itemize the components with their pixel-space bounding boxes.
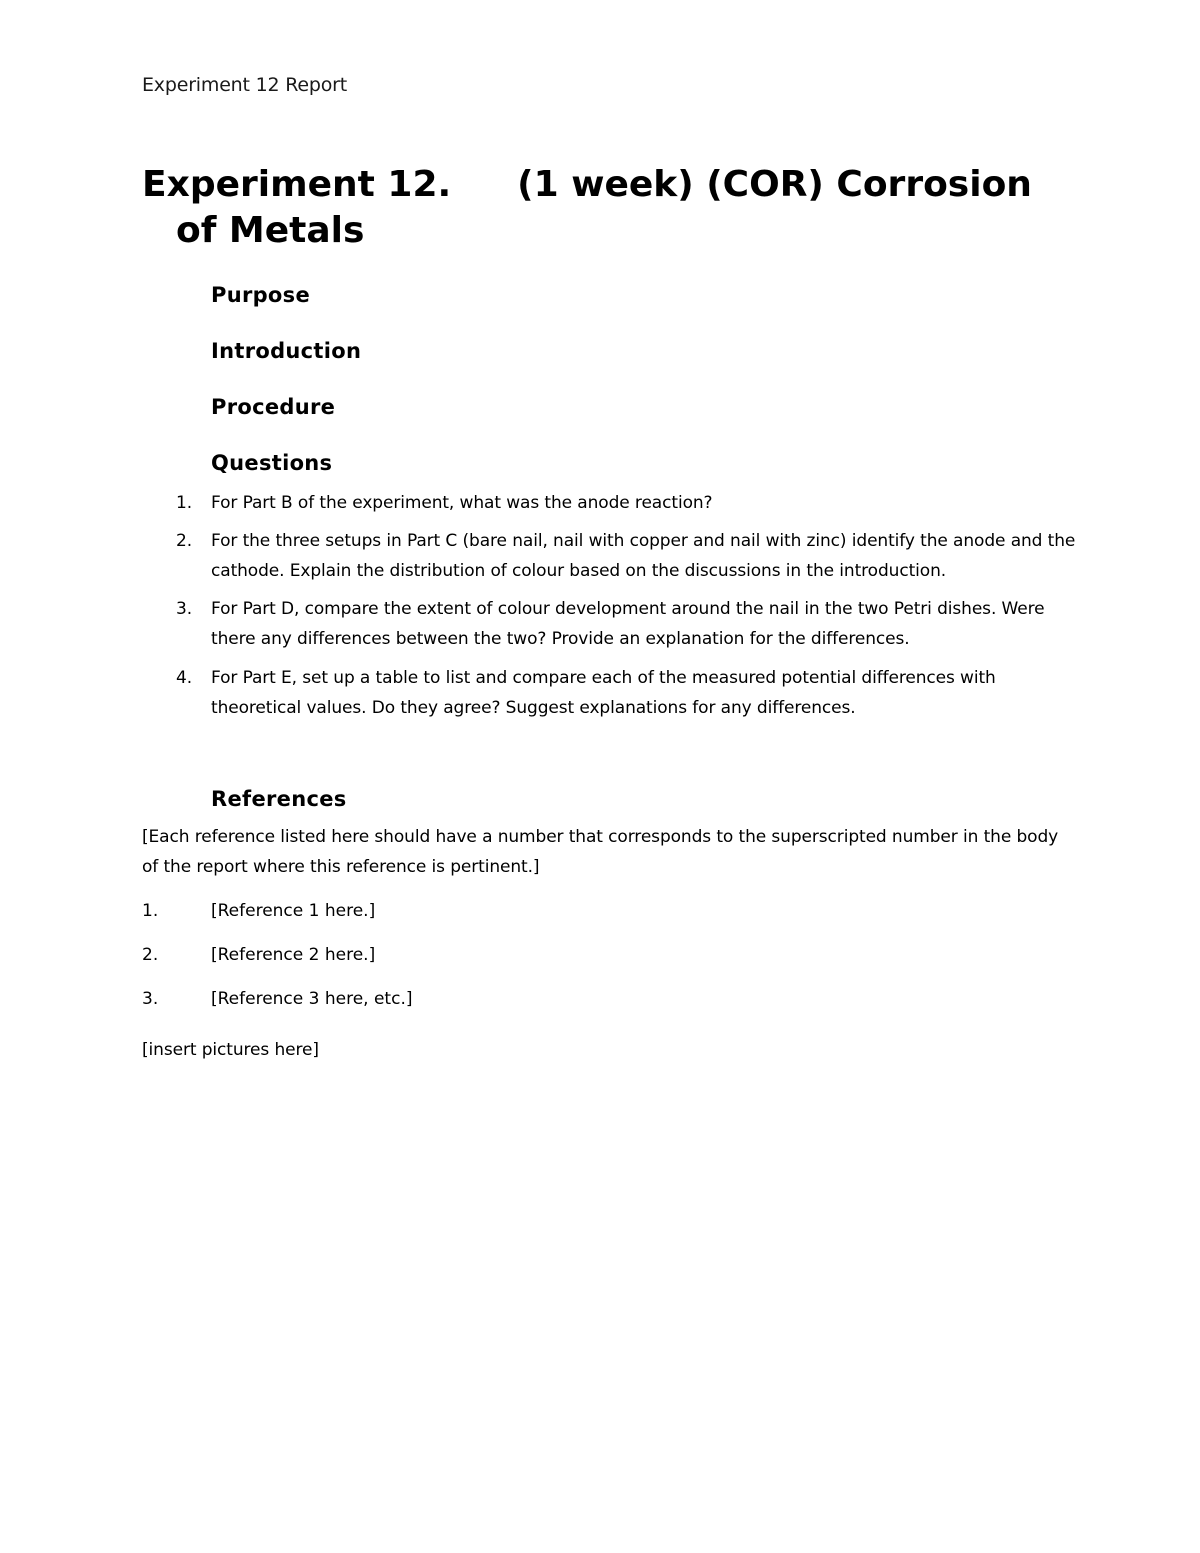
question-text: For the three setups in Part C (bare nail, nail with copper and nail with zinc) identify the anode and the cathode. Explain the distribution of colour based on the discussions in the introduction. <box>211 531 1076 581</box>
question-text: For Part E, set up a table to list and compare each of the measured potential differences with theoretical values. Do they agree? Suggest explanations for any differences. <box>211 668 996 718</box>
references-note: [Each reference listed here should have a number that corresponds to the superscripted number in the body of the report where this reference is pertinent.] <box>142 827 1059 877</box>
heading-procedure: Procedure <box>211 395 336 419</box>
question-item <box>176 488 1076 518</box>
question-item <box>176 663 1076 723</box>
question-number: 4. <box>176 668 193 688</box>
title-experiment-number: Experiment 12. <box>142 164 452 205</box>
document-title <box>142 162 1062 254</box>
heading-questions: Questions <box>211 451 333 475</box>
question-number: 1. <box>176 493 193 513</box>
question-text: For Part D, compare the extent of colour development around the nail in the two Petri dishes. Were there any differences between the two? Provide an explanation for the differences. <box>211 599 1045 649</box>
question-number: 3. <box>176 599 193 619</box>
title-line-2: of Metals <box>176 210 365 251</box>
heading-introduction: Introduction <box>211 339 362 363</box>
heading-references: References <box>211 787 347 811</box>
title-subtitle: (1 week) (COR) Corrosion <box>517 164 1032 205</box>
running-header: Experiment 12 Report <box>142 74 348 96</box>
reference-text: [Reference 2 here.] <box>211 945 376 965</box>
question-number: 2. <box>176 531 193 551</box>
reference-text: [Reference 1 here.] <box>211 901 376 921</box>
question-text: For Part B of the experiment, what was the anode reaction? <box>211 493 713 513</box>
question-item <box>176 526 1076 586</box>
reference-text: [Reference 3 here, etc.] <box>211 989 413 1009</box>
reference-number: 3. <box>142 989 159 1009</box>
question-item <box>176 594 1076 654</box>
reference-number: 1. <box>142 901 159 921</box>
pictures-placeholder: [insert pictures here] <box>142 1040 319 1060</box>
heading-purpose: Purpose <box>211 283 310 307</box>
reference-number: 2. <box>142 945 159 965</box>
